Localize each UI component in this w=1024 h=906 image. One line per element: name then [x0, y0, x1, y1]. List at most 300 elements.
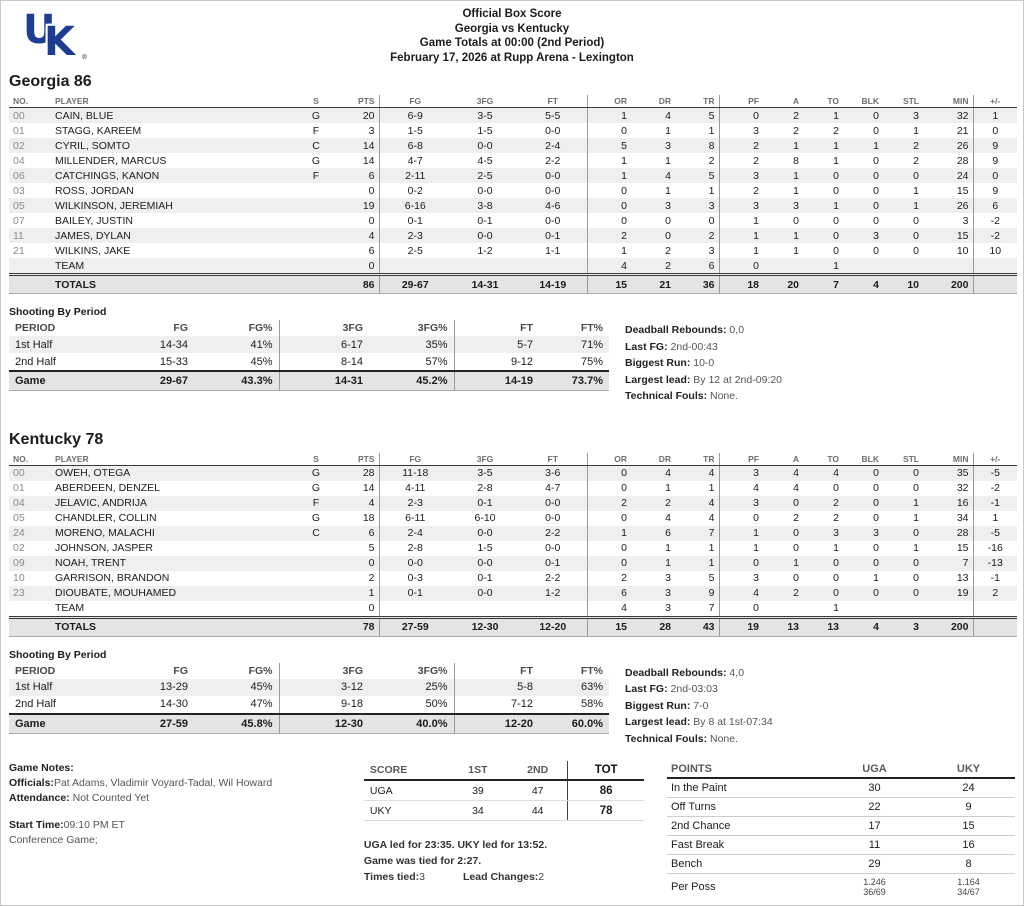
stat-cell: 1 — [331, 586, 379, 601]
stat-cell: 2 — [833, 124, 839, 137]
stat-cell: 3-8 — [451, 198, 519, 213]
stat-cell: 0 — [873, 214, 879, 227]
stat-cell: 0-0 — [519, 168, 587, 183]
officials-line: Officials:Pat Adams, Vladimir Voyard-Tadal, Wil Howard — [9, 777, 273, 789]
stat-cell: 2 — [665, 244, 671, 257]
column-header: PF — [719, 453, 763, 466]
column-header: BLK — [843, 95, 883, 108]
totals-cell: 13 — [803, 617, 843, 636]
totals-cell — [301, 275, 331, 294]
points-category: 2nd Chance — [667, 817, 827, 836]
stat-cell: 28 — [923, 526, 973, 541]
stat-cell: 0 — [665, 214, 671, 227]
stat-cell: 0 — [833, 244, 839, 257]
stat-cell: 0 — [843, 586, 883, 601]
player-number: 10 — [13, 572, 25, 584]
stat-cell: 6 — [331, 243, 379, 258]
column-header: 2ND — [508, 761, 568, 780]
stat-cell: C — [301, 526, 331, 541]
stat-cell: 4-5 — [477, 154, 493, 167]
totals-cell: 15 — [587, 275, 631, 294]
totals-cell: 200 — [923, 275, 973, 294]
box-header-row — [9, 95, 1017, 108]
player-name: CHANDLER, COLLIN — [55, 512, 157, 524]
stat-cell: 0 — [883, 526, 923, 541]
totals-row — [9, 617, 1017, 636]
stat-cell: 3 — [753, 124, 759, 137]
stat-cell: 35 — [923, 465, 973, 481]
stat-cell: 6-8 — [379, 138, 451, 153]
stat-cell: 3 — [631, 586, 675, 601]
totals-cell — [9, 275, 51, 294]
stat-cell: 0 — [803, 168, 843, 183]
shooting-section — [9, 306, 1015, 405]
stat-cell: 1-2 — [477, 244, 493, 257]
column-header: PTS — [331, 453, 379, 466]
stat-cell: 16 — [923, 496, 973, 511]
note-line: Last FG: 2nd-00:43 — [625, 340, 718, 353]
column-header: A — [763, 453, 803, 466]
stat-cell: 3-6 — [519, 465, 587, 481]
game-total-cell: Game — [9, 371, 104, 391]
stat-cell: 5 — [587, 138, 631, 153]
stat-cell: 1 — [719, 526, 763, 541]
stat-cell: 1 — [833, 602, 839, 614]
lead-changes: Lead Changes:2 — [463, 871, 545, 883]
stat-cell: 0 — [621, 184, 627, 197]
stat-cell: 2 — [833, 512, 839, 524]
column-header: TR — [675, 95, 719, 108]
stat-cell: 0-3 — [407, 572, 423, 584]
stat-cell: 1 — [973, 108, 1017, 124]
column-header: TOT — [568, 761, 644, 780]
stat-cell: 1 — [665, 154, 671, 167]
stat-cell: 6-17 — [279, 336, 369, 353]
totals-cell: TOTALS — [51, 275, 301, 294]
footer — [1, 761, 1023, 900]
stat-cell: 0 — [331, 213, 379, 228]
stat-cell: 1 — [913, 542, 919, 554]
stat-cell — [379, 258, 451, 275]
player-row — [9, 228, 1017, 243]
stat-cell: 1-1 — [519, 243, 587, 258]
stat-cell: 4 — [665, 512, 671, 524]
stat-cell: 3 — [331, 123, 379, 138]
stat-cell: 2 — [913, 154, 919, 167]
score-header-row — [364, 761, 644, 780]
stat-cell: 4 — [631, 108, 675, 124]
stat-cell: 4 — [587, 258, 631, 275]
stat-cell: 6 — [587, 586, 631, 601]
stat-cell: 1 — [675, 183, 719, 198]
points-cell: 8 — [922, 855, 1015, 874]
stat-cell: 47% — [194, 696, 279, 714]
player-name: WILKINSON, JEREMIAH — [51, 198, 301, 213]
player-row — [9, 586, 1017, 601]
column-header: FT — [520, 664, 533, 677]
column-header: S — [301, 95, 331, 108]
stat-cell: 0 — [719, 556, 763, 571]
stat-cell: 3 — [843, 526, 883, 541]
game-total-cell: 14-19 — [454, 371, 539, 391]
stat-cell: 1 — [843, 138, 883, 153]
stat-cell: 1 — [803, 258, 843, 275]
stat-cell: 2-3 — [379, 228, 451, 243]
player-name: CYRIL, SOMTO — [51, 138, 301, 153]
player-name: STAGG, KAREEM — [55, 124, 142, 137]
stat-cell: 1st Half — [9, 679, 104, 696]
stat-cell: 2 — [631, 258, 675, 275]
points-cell: 11 — [827, 836, 922, 855]
stat-cell: 0-0 — [451, 138, 519, 153]
score-summary — [364, 837, 667, 885]
stat-cell: 0 — [793, 572, 799, 584]
column-header: +/- — [973, 95, 1017, 108]
column-header: STL — [883, 453, 923, 466]
points-row — [667, 817, 1015, 836]
stat-cell: 11-18 — [379, 465, 451, 481]
stat-cell: 6-16 — [379, 198, 451, 213]
stat-cell: G — [301, 108, 331, 124]
stat-cell: -13 — [973, 556, 1017, 571]
stat-cell — [301, 198, 331, 213]
column-header: TO — [803, 95, 843, 108]
stat-cell: 0 — [913, 214, 919, 227]
stat-cell: 25% — [369, 679, 454, 696]
player-row — [9, 541, 1017, 556]
stat-cell: 0-1 — [519, 556, 587, 571]
shooting-section — [9, 649, 1015, 748]
stat-cell: 1 — [621, 154, 627, 167]
stat-cell: 32 — [923, 108, 973, 124]
stat-cell: 0 — [719, 258, 763, 275]
stat-cell: 3 — [719, 465, 763, 481]
stat-cell: 1 — [665, 184, 671, 197]
stat-cell: 75% — [580, 355, 603, 368]
note-line: Deadball Rebounds: 0,0 — [625, 324, 745, 336]
team-title: Georgia 86 — [9, 73, 92, 90]
stat-cell: 3-5 — [451, 108, 519, 124]
stat-cell: F — [312, 124, 320, 137]
column-header: TR — [675, 453, 719, 466]
points-cell: 29 — [827, 855, 922, 874]
player-number: 09 — [9, 556, 51, 571]
player-number: 07 — [13, 214, 25, 227]
totals-cell: 20 — [763, 275, 803, 294]
stat-cell: 0 — [331, 183, 379, 198]
stat-cell — [379, 601, 451, 618]
stat-cell: 2-2 — [519, 526, 587, 541]
stat-cell: 2-8 — [477, 482, 493, 494]
stat-cell: 4 — [803, 465, 843, 481]
stat-cell: 26 — [923, 138, 973, 153]
stat-cell: 6 — [331, 526, 379, 541]
stat-cell: 0 — [843, 168, 883, 183]
stat-cell: 3 — [843, 228, 883, 243]
stat-cell: 8 — [675, 138, 719, 153]
stat-cell: 0 — [833, 572, 839, 584]
box-score-table — [9, 95, 1017, 294]
stat-cell — [843, 601, 883, 618]
stat-cell: 4 — [331, 496, 379, 511]
stat-cell: 1 — [675, 123, 719, 138]
stat-cell: 45% — [194, 679, 279, 696]
column-header: FG — [379, 453, 451, 466]
team-section — [9, 73, 1015, 405]
stat-cell — [301, 258, 331, 275]
stat-cell: 0 — [621, 512, 627, 524]
player-row — [9, 138, 1017, 153]
totals-cell: 4 — [843, 275, 883, 294]
player-number: 04 — [9, 496, 51, 511]
stat-cell: 2 — [793, 512, 799, 524]
points-cell: 15 — [922, 817, 1015, 836]
stat-cell: 14 — [331, 138, 379, 153]
stat-cell: 6 — [331, 168, 379, 183]
stat-cell: 4 — [763, 465, 803, 481]
shooting-table — [9, 663, 609, 734]
stat-cell: 0 — [883, 168, 923, 183]
stat-cell: 2-3 — [379, 496, 451, 511]
player-number — [9, 258, 51, 275]
totals-cell: 29-67 — [379, 275, 451, 294]
player-row — [9, 168, 1017, 183]
stat-cell: 9 — [973, 138, 1017, 153]
stat-cell: 0 — [621, 124, 627, 137]
stat-cell: -1 — [990, 572, 1000, 584]
stat-cell: 0 — [621, 542, 627, 554]
stat-cell: 4 — [621, 602, 627, 614]
points-header-row — [667, 761, 1015, 778]
start-time-line: Start Time:09:10 PM ET — [9, 819, 125, 831]
stat-cell: 14 — [331, 481, 379, 496]
stat-cell: 45% — [194, 353, 279, 371]
game-total-cell: 45.2% — [369, 371, 454, 391]
stat-cell: 2 — [753, 154, 759, 167]
player-row — [9, 526, 1017, 541]
stat-cell: 0-1 — [451, 496, 519, 511]
team-row — [9, 601, 1017, 618]
stat-cell: 19 — [923, 586, 973, 601]
stat-cell: 9 — [992, 154, 999, 167]
stat-cell: 5-5 — [519, 108, 587, 124]
stat-cell: G — [311, 482, 321, 494]
stat-cell: 0-1 — [477, 214, 493, 227]
stat-cell: 2-11 — [379, 168, 451, 183]
column-header: NO. — [9, 95, 51, 108]
stat-cell: 3 — [675, 198, 719, 213]
points-cell: 16 — [922, 836, 1015, 855]
stat-cell: 4-7 — [519, 481, 587, 496]
totals-cell: TOTALS — [51, 617, 301, 636]
stat-cell: 4 — [675, 465, 719, 481]
stat-cell: 0-0 — [519, 213, 587, 228]
shooting-table — [9, 320, 609, 391]
player-number — [9, 601, 51, 618]
stat-cell: 3 — [763, 198, 803, 213]
stat-cell: 0 — [331, 258, 379, 275]
stat-cell: 21 — [923, 123, 973, 138]
totals-cell: 78 — [331, 617, 379, 636]
player-name: GARRISON, BRANDON — [55, 572, 170, 584]
player-row — [9, 511, 1017, 526]
player-row — [9, 108, 1017, 124]
stat-cell: -2 — [973, 228, 1017, 243]
stat-cell: 41% — [194, 336, 279, 353]
report-title: Official Box Score — [462, 8, 562, 20]
stat-cell: 0 — [992, 124, 999, 137]
stat-cell: C — [301, 138, 331, 153]
game-total-cell: 14-31 — [279, 371, 369, 391]
stat-cell: 0-0 — [519, 183, 587, 198]
stat-cell: 1 — [992, 512, 999, 524]
player-name: CAIN, BLUE — [51, 108, 301, 124]
stat-cell: 0-1 — [407, 214, 423, 227]
stat-cell — [301, 243, 331, 258]
stat-cell: 2 — [793, 124, 799, 137]
stat-cell: 0 — [873, 542, 879, 554]
stat-cell: 0 — [873, 482, 879, 494]
stat-cell: 2 — [883, 138, 923, 153]
stat-cell: 1 — [913, 184, 919, 197]
stat-cell: 0 — [913, 482, 919, 494]
stat-cell: -2 — [990, 482, 1000, 494]
stat-cell: F — [301, 168, 331, 183]
column-header: FG — [173, 322, 188, 334]
stat-cell: 0-0 — [451, 586, 519, 601]
stat-cell: 2-2 — [519, 153, 587, 168]
stat-cell: 1 — [793, 184, 799, 197]
stat-cell: 1 — [665, 542, 671, 554]
stat-cell: 1 — [587, 168, 631, 183]
stat-cell: 35% — [369, 336, 454, 353]
stat-cell: 0 — [753, 512, 759, 524]
stat-cell: 1-5 — [477, 124, 493, 137]
points-table — [667, 761, 1015, 900]
stat-cell — [301, 571, 331, 586]
totals-cell: 21 — [631, 275, 675, 294]
stat-cell: 1 — [763, 556, 803, 571]
stat-cell: 0 — [803, 228, 843, 243]
stat-cell: 2-5 — [407, 244, 423, 257]
column-header: A — [763, 95, 803, 108]
player-row — [9, 183, 1017, 198]
game-total-cell: 73.7% — [539, 371, 609, 391]
column-header: PERIOD — [15, 664, 56, 677]
stat-cell: 2 — [803, 496, 843, 511]
score-block — [364, 761, 667, 900]
stat-cell: 0 — [621, 214, 627, 227]
player-name: BAILEY, JUSTIN — [55, 214, 134, 227]
stat-cell: 0-1 — [379, 586, 451, 601]
stat-cell: 2 — [621, 572, 627, 584]
column-header: PLAYER — [51, 95, 301, 108]
points-category: Fast Break — [667, 836, 827, 855]
stat-cell: 2nd Half — [15, 355, 56, 368]
points-row — [667, 855, 1015, 874]
stat-cell: 0 — [873, 512, 879, 524]
stat-cell: 6 — [675, 258, 719, 275]
column-header: FG — [173, 664, 188, 677]
column-header: 3FG — [342, 322, 363, 334]
player-row — [9, 571, 1017, 586]
game-totals-line: Game Totals at 00:00 (2nd Period) — [419, 37, 605, 49]
stat-cell: 1 — [631, 556, 675, 571]
stat-cell: 1st Half — [9, 336, 104, 353]
times-tied: Times tied:3 — [363, 871, 426, 883]
stat-cell: 3-5 — [451, 465, 519, 481]
points-cell: 22 — [827, 798, 922, 817]
stat-cell — [973, 601, 1017, 618]
stat-cell: 1 — [587, 526, 631, 541]
totals-cell: 18 — [719, 275, 763, 294]
stat-cell: 0 — [883, 228, 923, 243]
stat-cell: 3 — [675, 243, 719, 258]
box-score-table — [9, 453, 1017, 637]
stat-cell: 6 — [973, 198, 1017, 213]
stat-cell: 2-5 — [451, 168, 519, 183]
stat-cell: 0 — [873, 124, 879, 137]
stat-cell: 18 — [331, 511, 379, 526]
stat-cell: 2 — [753, 184, 759, 197]
player-number: 11 — [9, 228, 51, 243]
stat-cell: 0-0 — [519, 496, 587, 511]
stat-cell: 4 — [631, 465, 675, 481]
shooting-row — [9, 696, 609, 714]
stat-cell: 3 — [803, 526, 843, 541]
stat-cell: 2 — [631, 496, 675, 511]
stat-cell: 2 — [719, 138, 763, 153]
stat-cell: G — [301, 465, 331, 481]
stat-cell: -5 — [973, 465, 1017, 481]
stat-cell: 0 — [843, 556, 883, 571]
column-header: 3FG — [451, 453, 519, 466]
player-number: 06 — [9, 168, 51, 183]
game-total-cell: 27-59 — [104, 714, 194, 734]
game-total-cell: 60.0% — [539, 714, 609, 734]
stat-cell: 9-12 — [510, 355, 533, 368]
stat-cell: 3 — [719, 198, 763, 213]
stat-cell: 57% — [369, 353, 454, 371]
attendance-line: Attendance: Not Counted Yet — [9, 792, 150, 804]
player-row — [9, 198, 1017, 213]
note-line: Last FG: 2nd-03:03 — [625, 683, 718, 695]
points-category: Off Turns — [667, 798, 827, 817]
stat-cell: 4 — [793, 482, 799, 494]
column-header: +/- — [973, 453, 1017, 466]
player-name: JELAVIC, ANDRIJA — [51, 496, 301, 511]
stat-cell: 1 — [763, 228, 803, 243]
points-cell: 30 — [827, 778, 922, 798]
team-abbrev: UGA — [364, 780, 448, 801]
player-number: 24 — [9, 526, 51, 541]
stat-cell — [923, 601, 973, 618]
stat-cell: 0-0 — [379, 556, 451, 571]
player-number: 01 — [13, 482, 25, 494]
team-section — [9, 431, 1015, 748]
stat-cell: 2-2 — [519, 571, 587, 586]
totals-cell: 14-19 — [519, 275, 587, 294]
stat-cell: 0 — [793, 214, 799, 227]
stat-cell: 1 — [763, 138, 803, 153]
stat-cell — [923, 258, 973, 275]
player-number: 00 — [9, 108, 51, 124]
player-name: ROSS, JORDAN — [55, 184, 134, 197]
stat-cell: 26 — [923, 198, 973, 213]
stat-cell: 2 — [763, 108, 803, 124]
stat-cell: 0 — [803, 586, 843, 601]
column-header: NO. — [9, 453, 51, 466]
